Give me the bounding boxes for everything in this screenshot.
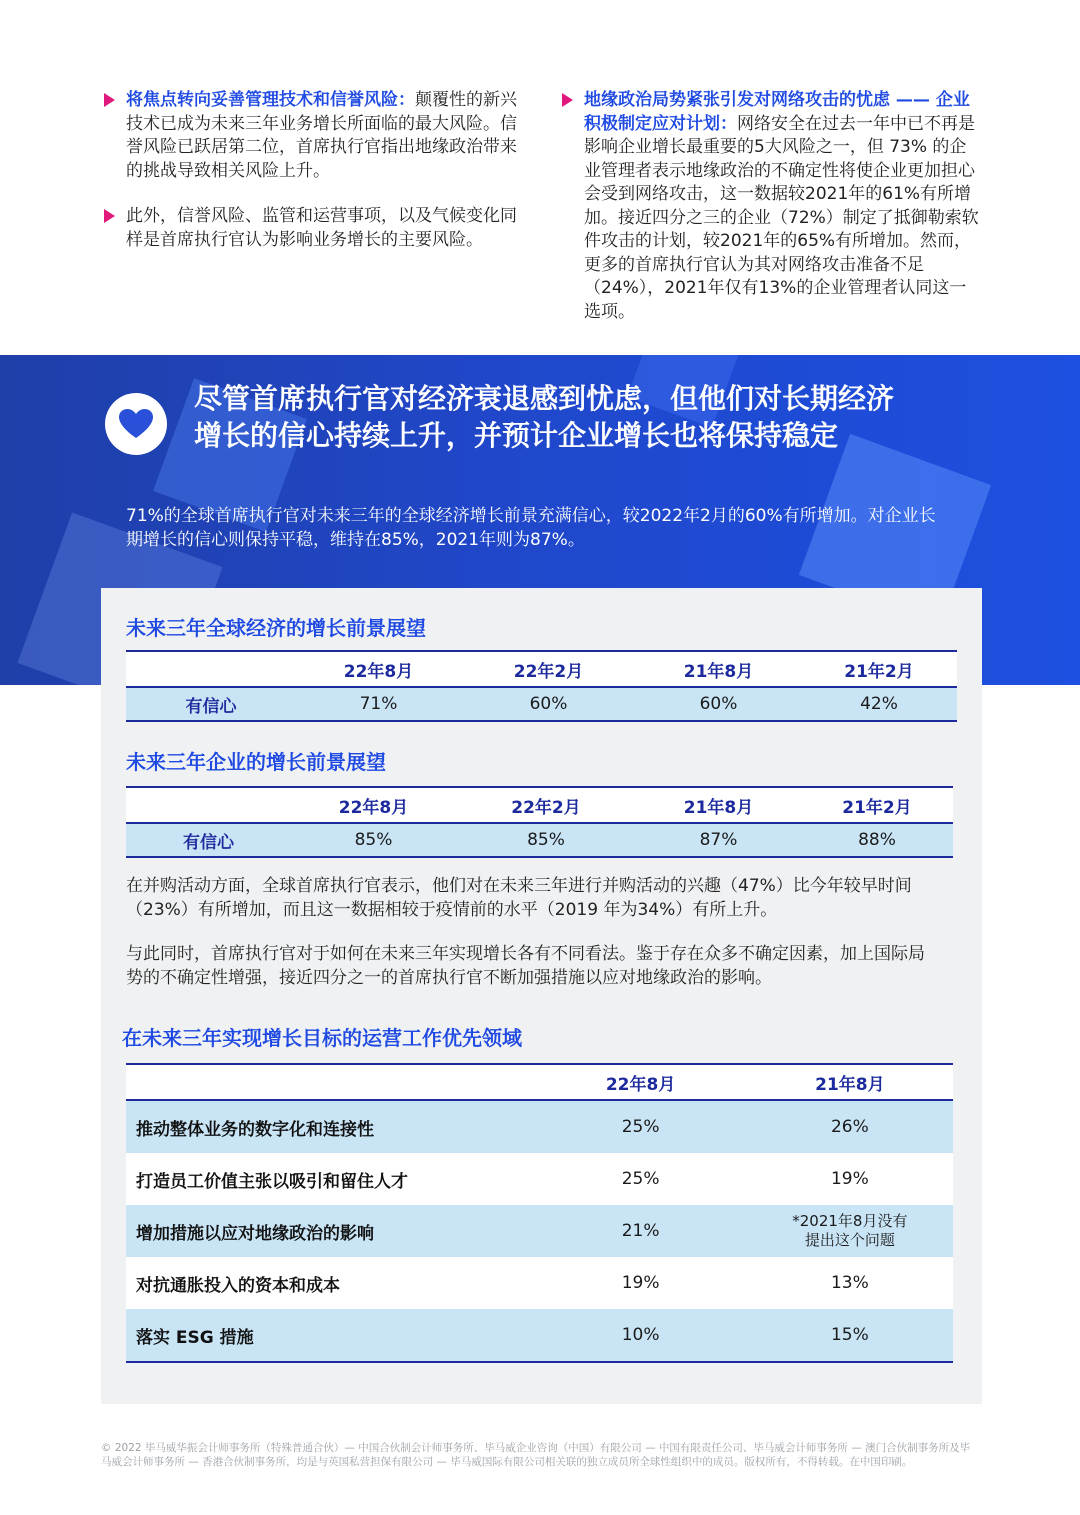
bullet-text: 颠覆性的新兴技术已成为未来三年业务增长所面临的最大风险。信誉风险已跃居第二位，首席执行官指出地缘政治带来的挑战导致相关风险上升。 <box>126 90 517 181</box>
heart-badge <box>105 393 167 455</box>
cell-value: 25% <box>534 1100 746 1153</box>
bullet-other-risks <box>126 205 526 252</box>
cell-value: 15% <box>747 1309 953 1362</box>
cell-value: 26% <box>747 1100 953 1153</box>
column-header: 22年8月 <box>534 1064 746 1100</box>
banner-title: 尽管首席执行官对经济衰退感到忧虑，但他们对长期经济增长的信心持续上升，并预计企业增长也将保持稳定 <box>194 382 895 452</box>
banner-text: 71%的全球首席执行官对未来三年的全球经济增长前景充满信心，较2022年2月的60%有所增加。对企业长期增长的信心则保持平稳，维持在85%，2021年则为87%。 <box>126 506 936 550</box>
row-label: 增加措施以应对地缘政治的影响 <box>126 1205 534 1257</box>
bullet-lead: 将焦点转向妥善管理技术和信誉风险： <box>126 90 415 110</box>
cell-value: 88% <box>801 823 953 857</box>
bullet-text: 此外，信誉风险、监管和运营事项，以及气候变化同样是首席执行官认为影响业务增长的主要风险。 <box>126 206 517 250</box>
column-header: 21年8月 <box>636 651 801 687</box>
cell-value: 85% <box>456 823 636 857</box>
table-row <box>126 1309 953 1362</box>
cell-value: 71% <box>296 687 461 721</box>
table-row <box>126 1205 953 1257</box>
cell-value: 13% <box>747 1257 953 1309</box>
operations-priority-table <box>126 1063 953 1363</box>
cell-value: 42% <box>801 687 957 721</box>
row-label: 有信心 <box>126 823 291 857</box>
bullet-cyber-risk <box>584 89 979 324</box>
bullet-text: 网络安全在过去一年中已不再是影响企业增长最重要的5大风险之一，但 73% 的企业管理者表示地缘政治的不确定性将使企业更加担心会受到网络攻击，这一数据较2021年的61%有所增加。接近四分之三的企业（72%）制定了抵御勒索软件攻击的计划，较2021年的65%有所增加。然而，更多的首席执行官认为其对网络攻击准备不足（24%），2021年仅有13%的企业管理者认同这一选项。 <box>584 113 979 322</box>
triangle-bullet-icon <box>104 209 115 223</box>
growth-views-paragraph: 与此同时，首席执行官对于如何在未来三年实现增长各有不同看法。鉴于存在众多不确定因素，加上国际局势的不确定性增强，接近四分之一的首席执行官不断加强措施以应对地缘政治的影响。 <box>126 944 925 988</box>
heart-icon <box>119 409 153 439</box>
table-header-row <box>126 1064 953 1100</box>
cell-value: 85% <box>291 823 456 857</box>
table3-title: 在未来三年实现增长目标的运营工作优先领域 <box>122 1026 522 1050</box>
table1-title: 未来三年全球经济的增长前景展望 <box>126 616 426 640</box>
cell-value: 19% <box>534 1257 746 1309</box>
table-header-row <box>126 787 953 823</box>
triangle-bullet-icon <box>104 93 115 107</box>
cell-value: 87% <box>636 823 801 857</box>
column-header: 22年8月 <box>296 651 461 687</box>
cell-note: *2021年8月没有提出这个问题 <box>792 1212 908 1249</box>
table-header-row <box>126 651 957 687</box>
bullet-lead: 地缘政治局势紧张引发对网络攻击的忧虑 —— 企业积极制定应对计划： <box>584 90 970 134</box>
triangle-bullet-icon <box>562 93 573 107</box>
row-label: 推动整体业务的数字化和连接性 <box>126 1100 534 1153</box>
cell-value: 60% <box>636 687 801 721</box>
table-row <box>126 823 953 857</box>
bullet-tech-reputation-risk <box>126 89 526 183</box>
table2-title: 未来三年企业的增长前景展望 <box>126 750 386 774</box>
row-label: 对抗通胀投入的资本和成本 <box>126 1257 534 1309</box>
row-label: 有信心 <box>126 687 296 721</box>
cell-value: 21% <box>534 1205 746 1257</box>
column-header: 22年2月 <box>461 651 636 687</box>
column-header: 21年8月 <box>636 787 801 823</box>
cell-value: 10% <box>534 1309 746 1362</box>
table-row <box>126 1100 953 1153</box>
cell-value: 60% <box>461 687 636 721</box>
table-row <box>126 687 957 721</box>
table-row <box>126 1257 953 1309</box>
row-label: 打造员工价值主张以吸引和留住人才 <box>126 1153 534 1205</box>
company-growth-table <box>126 786 953 858</box>
column-header: 21年8月 <box>747 1064 953 1100</box>
table-row <box>126 1153 953 1205</box>
copyright-footer: © 2022 毕马威华振会计师事务所（特殊普通合伙）— 中国合伙制会计师事务所、毕马威企业咨询（中国）有限公司 — 中国有限责任公司、毕马威会计师事务所 — 澳门合伙制事务所及毕马威会计师事务所 — 香港合伙制事务所，均是与英国私营担保有限公司 — 毕马威国际有限公司相关联的独立成员所全球性组织中的成员。版权所有，不得转载。在中国印刷。 <box>101 1442 971 1468</box>
row-label: 落实 ESG 措施 <box>126 1309 534 1362</box>
global-economy-table <box>126 650 957 722</box>
ma-paragraph: 在并购活动方面，全球首席执行官表示，他们对在未来三年进行并购活动的兴趣（47%）比今年较早时间（23%）有所增加，而且这一数据相较于疫情前的水平（2019 年为34%）有所上升。 <box>126 876 912 920</box>
cell-value: 25% <box>534 1153 746 1205</box>
column-header: 22年2月 <box>456 787 636 823</box>
column-header: 21年2月 <box>801 787 953 823</box>
column-header: 21年2月 <box>801 651 957 687</box>
column-header: 22年8月 <box>291 787 456 823</box>
cell-value: 19% <box>747 1153 953 1205</box>
